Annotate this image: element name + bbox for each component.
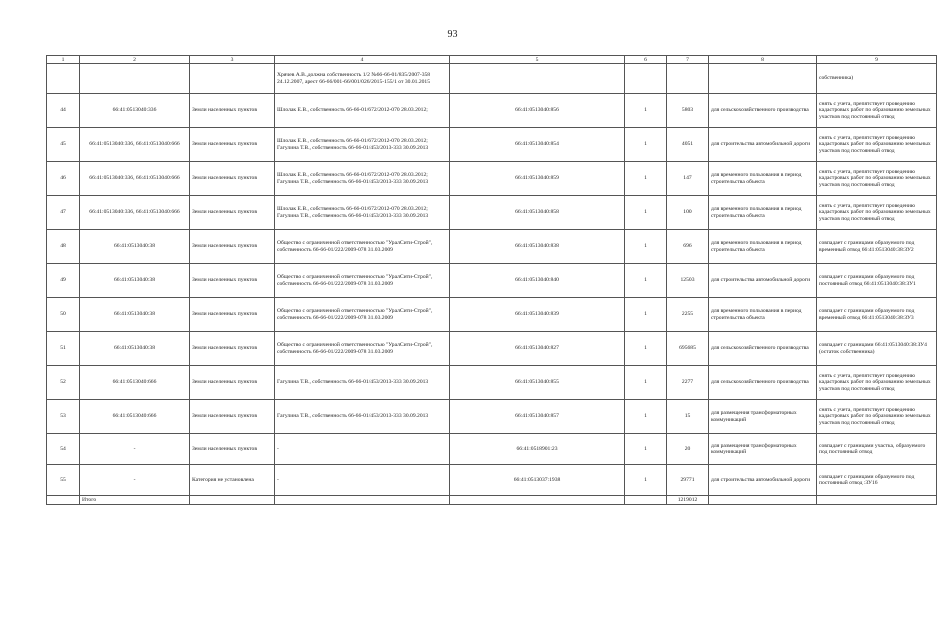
count: 1 (625, 434, 667, 465)
cadastral-number: 66:41:0513040:336 (80, 94, 190, 128)
parcel-number: 66:41:0513040:859 (450, 162, 625, 196)
area: 20 (667, 434, 709, 465)
column-number-5: 5 (450, 56, 625, 64)
owner-rights: Шлолак Е.В., собственность 66-66-01/672/2012-070 28.03.2012; Гагулина Т.В., собственность 66-66-01/453/2013-333 30.09.2013 (275, 162, 450, 196)
owner-rights: Гагулина Т.В., собственность 66-66-01/453/2013-333 30.09.2013 (275, 366, 450, 400)
purpose: для временного пользования в период строительства объекта (709, 162, 817, 196)
purpose: для временного пользования в период строительства объекта (709, 298, 817, 332)
parcel-number: 66:41:0513040:838 (450, 230, 625, 264)
row-number: 45 (47, 128, 80, 162)
parcel-number: 66:41:0513040:856 (450, 94, 625, 128)
cadastral-number: 66:41:0513040:666 (80, 366, 190, 400)
total-row (47, 496, 937, 505)
land-category: Земли населенных пунктов (190, 196, 275, 230)
count: 1 (625, 465, 667, 496)
count: 1 (625, 128, 667, 162)
parcel-number: 66:41:0513040:840 (450, 264, 625, 298)
table-row (47, 264, 937, 298)
count: 1 (625, 332, 667, 366)
purpose: для сельскохозяйственного производства (709, 94, 817, 128)
count: 1 (625, 230, 667, 264)
column-number-9: 9 (817, 56, 937, 64)
column-number-1: 1 (47, 56, 80, 64)
land-category: Земли населенных пунктов (190, 264, 275, 298)
table-row (47, 128, 937, 162)
parcel-number: 66:41:0513040:855 (450, 366, 625, 400)
purpose: для строительства автомобильной дороги (709, 264, 817, 298)
note: снять с учета, препятствует проведению кадастровых работ по образованию земельных участков под постоянный отвод (817, 162, 937, 196)
note: совпадает с границами 66:41:0513040:38:ЗУ4 (остаток собственника) (817, 332, 937, 366)
owner-rights: Общество с ограниченной ответственностью "УралСити-Строй", собственность 66-66-01/222/2009-078 31.03.2009 (275, 332, 450, 366)
area: 12503 (667, 264, 709, 298)
area: 2255 (667, 298, 709, 332)
row-number: 48 (47, 230, 80, 264)
cadastral-number: 66:41:0513040:336, 66:41:0513040:666 (80, 196, 190, 230)
cadastral-number: 66:41:0513040:38 (80, 298, 190, 332)
register-table (46, 55, 937, 505)
land-category: Земли населенных пунктов (190, 162, 275, 196)
cadastral-number: - (80, 465, 190, 496)
column-number-row (47, 56, 937, 64)
column-number-2: 2 (80, 56, 190, 64)
land-category: Земли населенных пунктов (190, 400, 275, 434)
purpose: для сельскохозяйственного производства (709, 366, 817, 400)
parcel-number: 66:41:0513040:858 (450, 196, 625, 230)
land-category: Земли населенных пунктов (190, 94, 275, 128)
parcel-number: 66:41:0513040:827 (450, 332, 625, 366)
purpose: для размещения трансформаторных коммуникаций (709, 400, 817, 434)
owner-rights: Шлолак Е.В., собственность 66-66-01/672/2012-070 28.03.2012; Гагулина Т.В., собственность 66-66-01/453/2013-333 30.09.2013 (275, 128, 450, 162)
parcel-number: 66:41:0518901:23 (450, 434, 625, 465)
note: снять с учета, препятствует проведению кадастровых работ по образованию земельных участков под постоянный отвод (817, 128, 937, 162)
purpose: для сельскохозяйственного производства (709, 332, 817, 366)
row-number: 55 (47, 465, 80, 496)
area: 100 (667, 196, 709, 230)
row-number: 49 (47, 264, 80, 298)
note: совпадает с границами образуемого под постоянный отвод :ЗУ16 (817, 465, 937, 496)
row-number: 52 (47, 366, 80, 400)
table-row (47, 196, 937, 230)
purpose: для строительства автомобильной дороги (709, 465, 817, 496)
count: 1 (625, 400, 667, 434)
total-label: Итого (80, 496, 190, 505)
land-category: Земли населенных пунктов (190, 434, 275, 465)
note: совпадает с границами образуемого под постоянный отвод 66:41:0513040:38:ЗУ1 (817, 264, 937, 298)
note: снять с учета, препятствует проведению кадастровых работ по образованию земельных участков под постоянный отвод (817, 94, 937, 128)
column-number-4: 4 (275, 56, 450, 64)
owner-rights: Шлолак Е.В., собственность 66-66-01/672/2012-070 28.03.2012; Гагулина Т.В., собственность 66-66-01/453/2013-333 30.09.2013 (275, 196, 450, 230)
land-category: Земли населенных пунктов (190, 332, 275, 366)
row-number: 47 (47, 196, 80, 230)
owner-rights: - (275, 465, 450, 496)
area: 695685 (667, 332, 709, 366)
area: 5803 (667, 94, 709, 128)
table-row (47, 366, 937, 400)
continuation-note: собственника) (817, 64, 937, 94)
table-row (47, 465, 937, 496)
area: 15 (667, 400, 709, 434)
cadastral-number: - (80, 434, 190, 465)
table-row (47, 94, 937, 128)
land-category: Категория не установлена (190, 465, 275, 496)
table-row (47, 162, 937, 196)
owner-rights: Общество с ограниченной ответственностью "УралСити-Строй", собственность 66-66-01/222/2009-078 31.03.2009 (275, 264, 450, 298)
table-row (47, 332, 937, 366)
land-category: Земли населенных пунктов (190, 230, 275, 264)
count: 1 (625, 366, 667, 400)
row-number: 44 (47, 94, 80, 128)
column-number-3: 3 (190, 56, 275, 64)
row-number: 50 (47, 298, 80, 332)
owner-rights: Общество с ограниченной ответственностью "УралСити-Строй", собственность 66-66-01/222/2009-078 31.03.2009 (275, 298, 450, 332)
purpose: для размещения трансформаторных коммуникаций (709, 434, 817, 465)
note: снять с учета, препятствует проведению кадастровых работ по образованию земельных участков под постоянный отвод (817, 366, 937, 400)
count: 1 (625, 264, 667, 298)
table-row (47, 400, 937, 434)
count: 1 (625, 196, 667, 230)
area: 4051 (667, 128, 709, 162)
table-row (47, 434, 937, 465)
table-row (47, 230, 937, 264)
page-number: 93 (447, 29, 458, 40)
area: 2277 (667, 366, 709, 400)
continuation-row (47, 64, 937, 94)
row-number: 51 (47, 332, 80, 366)
owner-rights: - (275, 434, 450, 465)
column-number-7: 7 (667, 56, 709, 64)
parcel-number: 66:41:0513040:839 (450, 298, 625, 332)
owner-rights: Гагулина Т.В., собственность 66-66-01/453/2013-333 30.09.2013 (275, 400, 450, 434)
cadastral-number: 66:41:0513040:38 (80, 332, 190, 366)
purpose: для временного пользования в период строительства объекта (709, 230, 817, 264)
note: совпадает с границами образуемого под временный отвод 66:41:0513040:38:ЗУ2 (817, 230, 937, 264)
cadastral-number: 66:41:0513040:336, 66:41:0513040:666 (80, 128, 190, 162)
note: совпадает с границами участка, образуемого под постоянный отвод (817, 434, 937, 465)
land-category: Земли населенных пунктов (190, 366, 275, 400)
cadastral-number: 66:41:0513040:666 (80, 400, 190, 434)
area: 29771 (667, 465, 709, 496)
row-number: 54 (47, 434, 80, 465)
column-number-6: 6 (625, 56, 667, 64)
parcel-number: 66:41:0513040:857 (450, 400, 625, 434)
count: 1 (625, 298, 667, 332)
table-row (47, 298, 937, 332)
cadastral-number: 66:41:0513040:38 (80, 230, 190, 264)
area: 696 (667, 230, 709, 264)
purpose: для временного пользования в период строительства объекта (709, 196, 817, 230)
land-category: Земли населенных пунктов (190, 298, 275, 332)
parcel-number: 66:41:0513040:854 (450, 128, 625, 162)
continuation-owner: Хрячев А.В.,должна собственность 1/2 №66-66-01/835/2007-358 24.12.2007, арест 66-66/001-66/001/026/2015-155/1 от 30.01.2015 (275, 64, 450, 94)
area: 147 (667, 162, 709, 196)
owner-rights: Общество с ограниченной ответственностью "УралСити-Строй", собственность 66-66-01/222/2009-078 31.03.2009 (275, 230, 450, 264)
count: 1 (625, 162, 667, 196)
purpose: для строительства автомобильной дороги (709, 128, 817, 162)
count: 1 (625, 94, 667, 128)
column-number-8: 8 (709, 56, 817, 64)
cadastral-number: 66:41:0513040:38 (80, 264, 190, 298)
note: совпадает с границами образуемого под временный отвод 66:41:0513040:38:ЗУ3 (817, 298, 937, 332)
total-area: 1219012 (667, 496, 709, 505)
row-number: 53 (47, 400, 80, 434)
note: снять с учета, препятствует проведению кадастровых работ по образованию земельных участков под постоянный отвод (817, 196, 937, 230)
cadastral-number: 66:41:0513040:336, 66:41:0513040:666 (80, 162, 190, 196)
parcel-number: 66:41:0513037:1938 (450, 465, 625, 496)
note: снять с учета, препятствует проведению кадастровых работ по образованию земельных участков под постоянный отвод (817, 400, 937, 434)
owner-rights: Шлолак Е.В., собственность 66-66-01/672/2012-070 28.03.2012; (275, 94, 450, 128)
row-number: 46 (47, 162, 80, 196)
land-category: Земли населенных пунктов (190, 128, 275, 162)
